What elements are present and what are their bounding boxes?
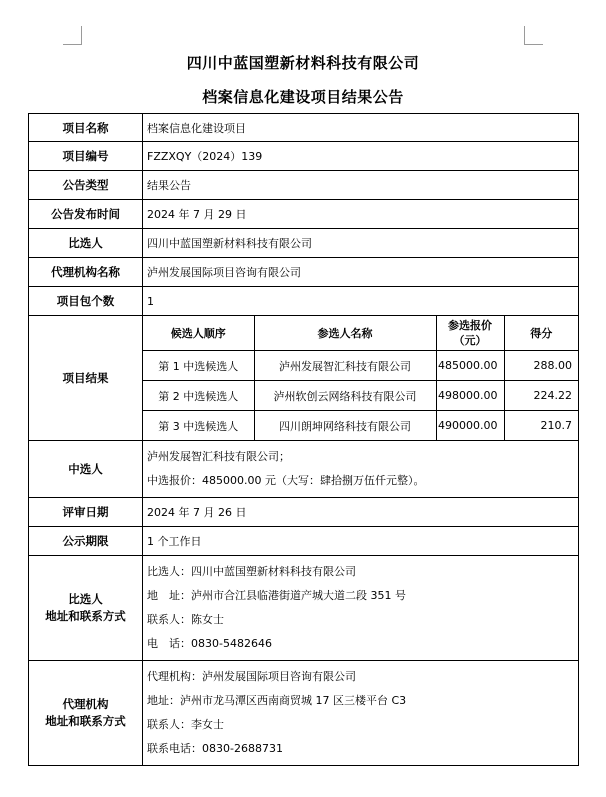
candidate-score: 224.22 [504, 381, 578, 411]
row-project-name [29, 114, 579, 142]
winner-value [143, 441, 579, 498]
candidate-name: 四川朗坤网络科技有限公司 [254, 411, 436, 441]
candidates-header-row [143, 316, 578, 351]
project-result-cell [143, 316, 579, 441]
agency-contact-label-line2: 地址和联系方式 [45, 714, 126, 728]
package-count-value: 1 [143, 287, 579, 316]
project-no-label: 项目编号 [29, 142, 143, 171]
agency-contact-value [143, 661, 579, 766]
candidate-name: 泸州发展智汇科技有限公司 [254, 351, 436, 381]
row-selector [29, 229, 579, 258]
candidate-score: 210.7 [504, 411, 578, 441]
selector-contact-line: 联系人：陈女士 [147, 613, 224, 626]
header-rank: 候选人顺序 [143, 316, 254, 351]
row-review-date [29, 498, 579, 527]
selector-contact-line: 比选人：四川中蓝国塑新材料科技有限公司 [147, 565, 356, 578]
row-publicity-period [29, 527, 579, 556]
winner-price: 中选报价：485000.00 元（大写：肆拾捌万伍仟元整）。 [147, 474, 425, 487]
document-title: 档案信息化建设项目结果公告 [202, 88, 404, 106]
publish-date-label: 公告发布时间 [29, 200, 143, 229]
selector-contact-line: 地 址：泸州市合江县临港街道产城大道二段 351 号 [147, 589, 406, 602]
candidate-row [143, 351, 578, 381]
agency-label: 代理机构名称 [29, 258, 143, 287]
row-selector-contact [29, 556, 579, 661]
candidate-price: 485000.00 [436, 351, 504, 381]
package-count-label: 项目包个数 [29, 287, 143, 316]
header-price [436, 316, 504, 351]
row-package-count [29, 287, 579, 316]
header-price-label: 参选报价 （元） [448, 319, 492, 347]
publish-date-value: 2024 年 7 月 29 日 [143, 200, 579, 229]
page-corner-mark-top-right [524, 26, 543, 45]
row-agency [29, 258, 579, 287]
selector-contact-label-line2: 地址和联系方式 [45, 609, 126, 623]
publicity-period-label: 公示期限 [29, 527, 143, 556]
header-name: 参选人名称 [254, 316, 436, 351]
row-agency-contact [29, 661, 579, 766]
candidate-score: 288.00 [504, 351, 578, 381]
selector-contact-label-line1: 比选人 [68, 592, 103, 606]
header-score: 得分 [504, 316, 578, 351]
candidate-rank: 第 3 中选候选人 [143, 411, 254, 441]
agency-contact-line: 代理机构：泸州发展国际项目咨询有限公司 [147, 670, 356, 683]
candidate-rank: 第 2 中选候选人 [143, 381, 254, 411]
agency-contact-label [29, 661, 143, 766]
winner-label: 中选人 [29, 441, 143, 498]
selector-label: 比选人 [29, 229, 143, 258]
review-date-value: 2024 年 7 月 26 日 [143, 498, 579, 527]
row-winner [29, 441, 579, 498]
company-title: 四川中蓝国塑新材料科技有限公司 [186, 54, 420, 72]
selector-contact-line: 电 话：0830-5482646 [147, 637, 272, 650]
candidate-price: 498000.00 [436, 381, 504, 411]
candidate-row [143, 381, 578, 411]
project-name-label: 项目名称 [29, 114, 143, 142]
candidate-rank: 第 1 中选候选人 [143, 351, 254, 381]
announcement-table [28, 113, 579, 766]
selector-contact-value [143, 556, 579, 661]
candidate-row [143, 411, 578, 441]
project-name-value: 档案信息化建设项目 [143, 114, 579, 142]
agency-value: 泸州发展国际项目咨询有限公司 [143, 258, 579, 287]
notice-type-value: 结果公告 [143, 171, 579, 200]
project-result-label: 项目结果 [29, 316, 143, 441]
row-project-no [29, 142, 579, 171]
agency-contact-line: 联系电话：0830-2688731 [147, 742, 283, 755]
candidate-name: 泸州软创云网络科技有限公司 [254, 381, 436, 411]
row-notice-type [29, 171, 579, 200]
agency-contact-line: 联系人：李女士 [147, 718, 224, 731]
notice-type-label: 公告类型 [29, 171, 143, 200]
publicity-period-value: 1 个工作日 [143, 527, 579, 556]
candidate-price: 490000.00 [436, 411, 504, 441]
row-publish-date [29, 200, 579, 229]
agency-contact-label-line1: 代理机构 [62, 697, 109, 711]
project-no-value: FZZXQY（2024）139 [143, 142, 579, 171]
agency-contact-line: 地址：泸州市龙马潭区西南商贸城 17 区三楼平台 C3 [147, 694, 407, 707]
selector-value: 四川中蓝国塑新材料科技有限公司 [143, 229, 579, 258]
page-corner-mark-top-left [63, 26, 82, 45]
row-project-result [29, 316, 579, 441]
review-date-label: 评审日期 [29, 498, 143, 527]
winner-name: 泸州发展智汇科技有限公司； [147, 450, 290, 463]
candidates-table [143, 316, 578, 440]
selector-contact-label [29, 556, 143, 661]
